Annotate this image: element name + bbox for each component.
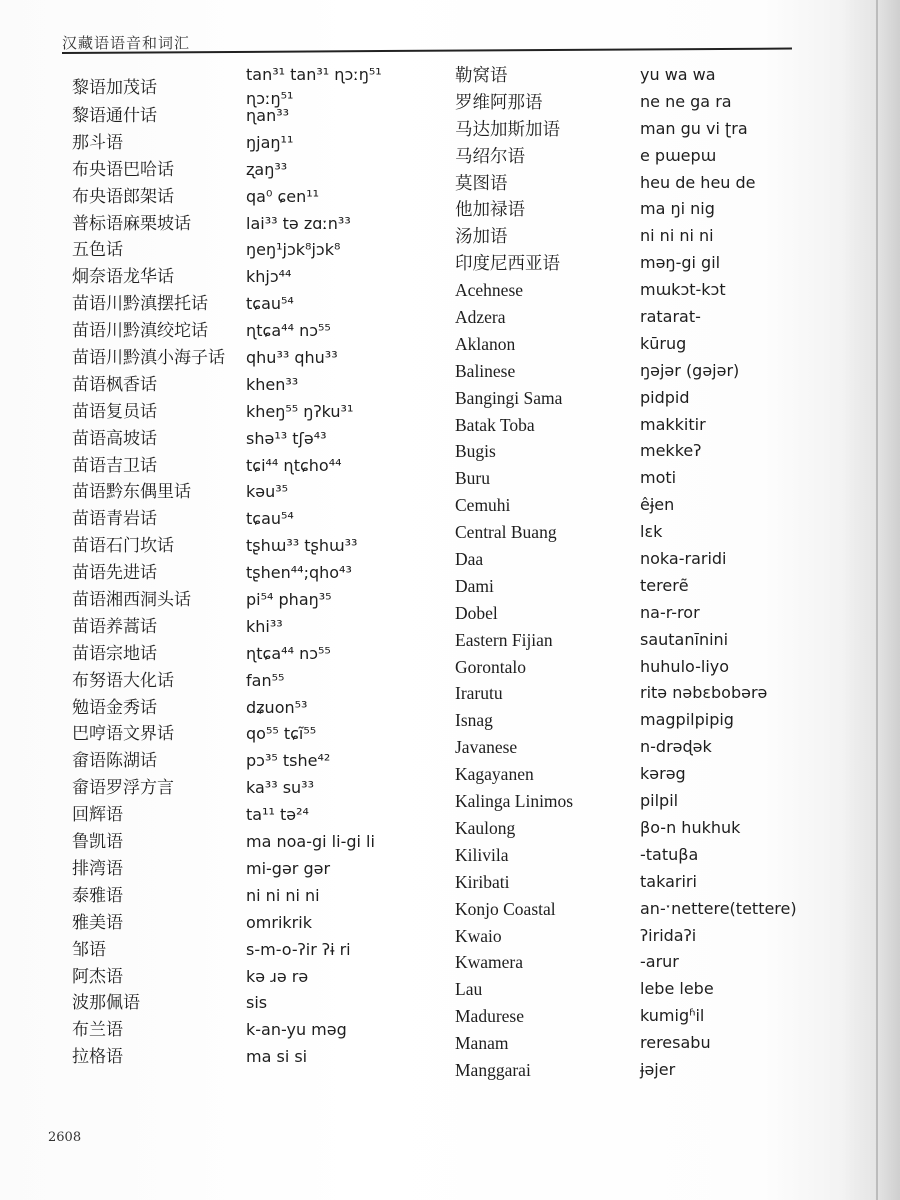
reduplicated-form: k-an-yu məg: [246, 1020, 347, 1040]
reduplicated-form: na-r-ror: [640, 602, 700, 622]
language-name: 苗语黔东偶里话: [72, 482, 191, 503]
reduplicated-form: khjɔ⁴⁴: [246, 267, 292, 287]
language-name: 苗语川黔滇绞坨话: [72, 321, 208, 342]
language-name: Cemuhi: [455, 495, 511, 516]
language-name: 布努语大化话: [72, 670, 174, 691]
reduplicated-form: sis: [246, 993, 268, 1013]
reduplicated-form: kərəg: [640, 764, 686, 784]
language-name: 雅美语: [72, 912, 123, 933]
language-name: 马绍尔语: [455, 145, 525, 166]
language-name: Balinese: [455, 360, 516, 381]
reduplicated-form: ɳtɕa⁴⁴ nɔ⁵⁵: [246, 643, 331, 663]
reduplicated-form: kheŋ⁵⁵ ŋʔku³¹: [246, 401, 354, 421]
language-name: 排湾语: [72, 858, 123, 879]
reduplicated-form: βo-n hukhuk: [640, 817, 741, 837]
reduplicated-form: lɛk: [640, 522, 663, 542]
reduplicated-form: pi⁵⁴ phaŋ³⁵: [246, 590, 332, 610]
reduplicated-form: noka-raridi: [640, 549, 727, 569]
page-edge-shadow: [842, 0, 900, 1200]
reduplicated-form: lebe lebe: [640, 979, 714, 999]
language-name: Aklanon: [455, 333, 516, 354]
language-name: 苗语青岩话: [72, 509, 157, 530]
reduplicated-form: pilpil: [640, 791, 679, 811]
language-name: Madurese: [455, 1006, 525, 1027]
reduplicated-form: fan⁵⁵: [246, 670, 285, 690]
language-name: 苗语枫香话: [72, 374, 157, 395]
reduplicated-form: ma noa-gi li-gi li: [246, 832, 375, 852]
language-name: 巴哼语文界话: [72, 724, 174, 745]
reduplicated-form: mɯkɔt-kɔt: [640, 280, 726, 300]
reduplicated-form: sautanīnini: [640, 629, 729, 649]
reduplicated-form: kə ɹə rə: [246, 966, 309, 986]
language-name: Central Buang: [455, 522, 557, 543]
reduplicated-form: ʔiridaʔi: [640, 925, 697, 945]
reduplicated-form: kūrug: [640, 333, 687, 353]
reduplicated-form: khi³³: [246, 616, 283, 636]
reduplicated-form: ta¹¹ tə²⁴: [246, 805, 309, 825]
reduplicated-form: tʂhɯ³³ tʂhɯ³³: [246, 536, 358, 556]
language-name: Javanese: [455, 737, 518, 758]
reduplicated-form: qa⁰ ɕen¹¹: [246, 186, 320, 206]
language-name: 莫图语: [455, 172, 508, 193]
reduplicated-form: tɕau⁵⁴: [246, 294, 294, 314]
left-form-column: [246, 62, 382, 1071]
reduplicated-form: ɳɔːŋ⁵¹: [246, 89, 294, 108]
reduplicated-form: ɳan³³: [246, 106, 290, 125]
language-name: 五色话: [72, 240, 123, 261]
language-name: 印度尼西亚语: [455, 253, 560, 274]
reduplicated-form: huhulo-liyo: [640, 656, 730, 676]
language-name: 苗语石门坎话: [72, 536, 174, 557]
right-language-column: [455, 62, 573, 1084]
language-name: 拉格语: [72, 1047, 123, 1068]
language-name: 马达加斯加语: [455, 118, 560, 139]
reduplicated-form: ɳtɕa⁴⁴ nɔ⁵⁵: [246, 321, 331, 341]
reduplicated-form: s-m-o-ʔir ʔɨ ri: [246, 939, 351, 959]
language-name: Adzera: [455, 307, 506, 328]
language-name: 他加禄语: [455, 199, 525, 220]
language-name: 汤加语: [455, 226, 508, 247]
language-name: 勒窝语: [455, 65, 508, 85]
reduplicated-form: e pɯepɯ: [640, 145, 717, 165]
language-name: Irarutu: [455, 683, 503, 704]
language-name: Kwaio: [455, 925, 502, 946]
reduplicated-form: ka³³ su³³: [246, 778, 315, 798]
reduplicated-form: ŋeŋ¹jɔk⁸jɔk⁸: [246, 240, 341, 260]
reduplicated-form: pɔ³⁵ tshe⁴²: [246, 751, 331, 771]
language-name: Kagayanen: [455, 764, 534, 785]
language-name: Manggarai: [455, 1059, 531, 1080]
language-name: 布兰语: [72, 1020, 123, 1041]
reduplicated-form: yu wa wa: [640, 65, 716, 84]
language-name: Dobel: [455, 602, 498, 623]
reduplicated-form: ʐaŋ³³: [246, 159, 288, 179]
running-head: 汉藏语语音和词汇: [62, 34, 191, 52]
reduplicated-form: kumigʱil: [640, 1006, 705, 1026]
reduplicated-form: tan³¹ tan³¹ ɳɔːŋ⁵¹: [246, 65, 382, 84]
reduplicated-form: man gu vi ʈra: [640, 118, 748, 138]
language-name: 苗语养蒿话: [72, 616, 157, 637]
language-name: 苗语复员话: [72, 401, 157, 422]
reduplicated-form: ni ni ni ni: [246, 885, 320, 905]
reduplicated-form: ritə nəbɛbobərə: [640, 683, 768, 703]
reduplicated-form: heu de heu de: [640, 172, 756, 192]
language-name: 苗语吉卫话: [72, 455, 157, 476]
reduplicated-form: mi-gər gər: [246, 858, 331, 878]
reduplicated-form: makkitir: [640, 414, 706, 434]
language-name: 畲语陈湖话: [72, 751, 157, 772]
reduplicated-form: moti: [640, 468, 677, 488]
language-name: 阿杰语: [72, 966, 123, 987]
language-name: 苗语宗地话: [72, 643, 157, 664]
language-name: Kalinga Linimos: [455, 791, 574, 812]
language-name: 鲁凯语: [72, 832, 123, 853]
language-name: 布央语郎架话: [72, 186, 174, 207]
language-name: 邹语: [72, 939, 106, 960]
language-name: 苗语高坡话: [72, 428, 157, 449]
language-name: 炯奈语龙华话: [72, 267, 174, 288]
language-name: 回辉语: [72, 805, 123, 826]
reduplicated-form: shə¹³ tʃə⁴³: [246, 428, 327, 448]
reduplicated-form: tererẽ: [640, 575, 689, 595]
reduplicated-form: êɉen: [640, 495, 675, 515]
language-name: Bugis: [455, 441, 496, 462]
language-name: 苗语川黔滇小海子话: [72, 348, 225, 369]
reduplicated-form: ma ŋi nig: [640, 199, 715, 219]
reduplicated-form: ni ni ni ni: [640, 226, 714, 246]
page-edge-line: [876, 0, 878, 1200]
reduplicated-form: qhu³³ qhu³³: [246, 348, 338, 368]
left-language-column: [72, 62, 225, 1071]
language-name: Kiribati: [455, 871, 510, 892]
reduplicated-form: mekkeʔ: [640, 441, 702, 461]
reduplicated-form: lai³³ tə zɑːn³³: [246, 213, 351, 233]
reduplicated-form: ŋjaŋ¹¹: [246, 132, 294, 152]
language-name: 罗维阿那语: [455, 91, 543, 112]
language-name: Kwamera: [455, 952, 524, 973]
language-name: 黎语加茂话: [72, 78, 157, 98]
language-name: Batak Toba: [455, 414, 535, 435]
language-name: Daa: [455, 549, 484, 570]
right-form-column: [640, 62, 797, 1084]
reduplicated-form: tʂhen⁴⁴;qho⁴³: [246, 563, 352, 583]
reduplicated-form: -tatuβa: [640, 844, 699, 864]
language-name: Eastern Fijian: [455, 629, 553, 650]
language-name: 波那佩语: [72, 993, 140, 1014]
reduplicated-form: ratarat-: [640, 307, 701, 327]
reduplicated-form: reresabu: [640, 1033, 711, 1053]
reduplicated-form: -arur: [640, 952, 679, 972]
language-name: Acehnese: [455, 280, 524, 301]
language-name: Bangingi Sama: [455, 387, 563, 408]
language-name: 泰雅语: [72, 885, 123, 906]
language-name: Buru: [455, 468, 490, 489]
reduplicated-form: takariri: [640, 871, 697, 891]
reduplicated-form: omrikrik: [246, 912, 312, 932]
language-name: 勉语金秀话: [72, 697, 157, 718]
language-name: Kilivila: [455, 844, 509, 865]
reduplicated-form: magpilpipig: [640, 710, 734, 730]
reduplicated-form: ɉəjer: [640, 1059, 676, 1079]
language-name: 普标语麻栗坡话: [72, 213, 191, 234]
reduplicated-form: n-drəɖək: [640, 737, 712, 757]
language-name: Isnag: [455, 710, 493, 731]
reduplicated-form: tɕi⁴⁴ ɳtɕho⁴⁴: [246, 455, 342, 475]
language-name: 苗语川黔滇摆托话: [72, 294, 208, 315]
page-number: 2608: [48, 1130, 82, 1145]
language-name: 黎语通什话: [72, 106, 157, 126]
language-name: 苗语先进话: [72, 563, 157, 584]
language-name: 那斗语: [72, 132, 123, 153]
reduplicated-form: ma si si: [246, 1047, 308, 1067]
reduplicated-form: ne ne ga ra: [640, 91, 732, 111]
reduplicated-form: məŋ-gi gil: [640, 253, 721, 273]
language-name: 畲语罗浮方言: [72, 778, 174, 799]
reduplicated-form: pidpid: [640, 387, 690, 407]
reduplicated-form: dʑuon⁵³: [246, 697, 308, 717]
language-name: 苗语湘西洞头话: [72, 590, 191, 611]
reduplicated-form: tɕau⁵⁴: [246, 509, 294, 529]
reduplicated-form: khen³³: [246, 374, 299, 394]
reduplicated-form: ŋəjər (gəjər): [640, 360, 740, 380]
reduplicated-form: kəu³⁵: [246, 482, 289, 502]
language-name: Konjo Coastal: [455, 898, 556, 919]
reduplicated-form: an-ˑnettere(tettere): [640, 898, 797, 918]
reduplicated-form: qo⁵⁵ tɕĩ⁵⁵: [246, 724, 317, 744]
language-name: 布央语巴哈话: [72, 159, 174, 180]
language-name: Lau: [455, 979, 483, 1000]
language-name: Dami: [455, 575, 494, 596]
language-name: Gorontalo: [455, 656, 526, 677]
language-name: Manam: [455, 1033, 509, 1054]
language-name: Kaulong: [455, 817, 516, 838]
